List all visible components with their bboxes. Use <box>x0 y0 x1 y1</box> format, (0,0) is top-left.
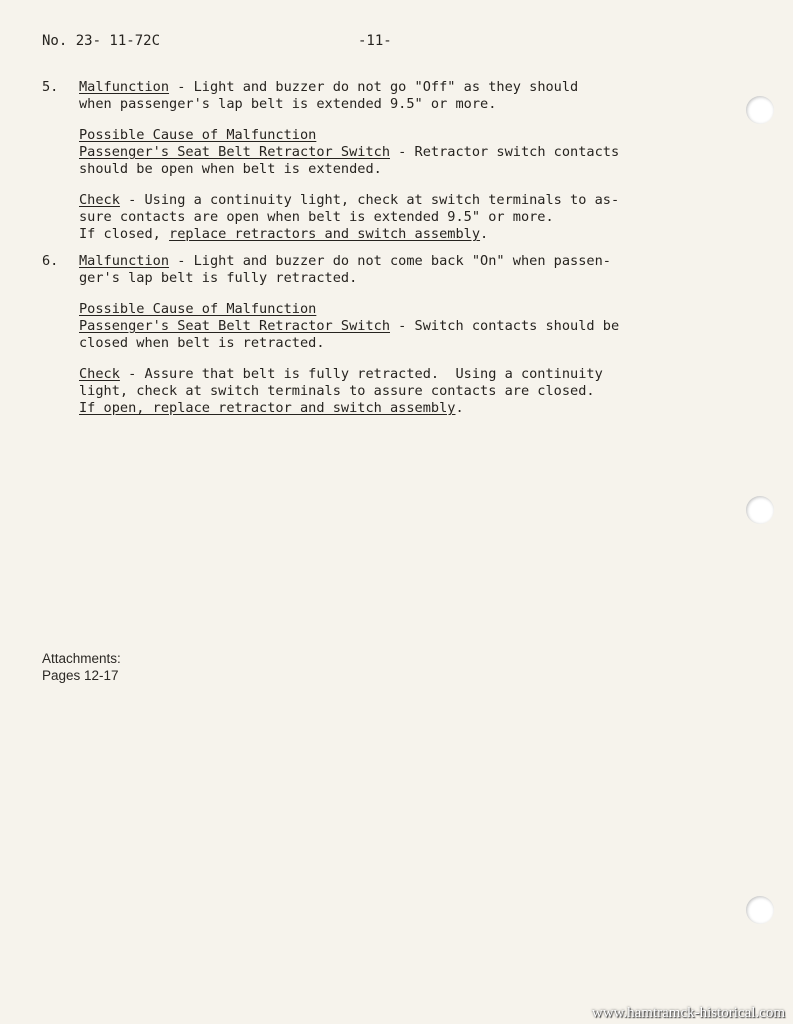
malfunction-label: Malfunction <box>79 253 170 269</box>
check-label: Check <box>79 192 120 208</box>
malfunction-item-5 <box>42 79 722 243</box>
check-procedure <box>79 192 722 243</box>
check-label: Check <box>79 366 120 382</box>
check-end: . <box>455 400 464 416</box>
check-condition: If closed, <box>79 226 170 242</box>
check-text-cont: sure contacts are open when belt is extended 9.5" or more. <box>79 209 554 225</box>
cause-heading: Possible Cause of Malfunction <box>79 127 317 143</box>
binder-hole <box>746 96 774 124</box>
cause-text: - Retractor switch contacts <box>390 144 620 160</box>
malfunction-text: - Light and buzzer do not go "Off" as they should <box>169 79 579 95</box>
check-text: - Using a continuity light, check at switch terminals to as- <box>119 192 620 208</box>
possible-cause <box>79 301 722 352</box>
item-number: 5. <box>42 79 59 95</box>
malfunction-text-cont: when passenger's lap belt is extended 9.5" or more. <box>79 96 497 112</box>
check-action: replace retractors and switch assembly <box>169 226 481 242</box>
check-end: . <box>480 226 489 242</box>
website-watermark: www.hamtramck-historical.com <box>591 1005 785 1021</box>
cause-text: - Switch contacts should be <box>390 318 620 334</box>
binder-hole <box>746 496 774 524</box>
malfunction-item-6 <box>42 253 722 417</box>
cause-text-cont: closed when belt is retracted. <box>79 335 325 351</box>
cause-component: Passenger's Seat Belt Retractor Switch <box>79 144 390 160</box>
binder-hole <box>746 896 774 924</box>
cause-text-cont: should be open when belt is extended. <box>79 161 382 177</box>
malfunction-description <box>79 253 722 287</box>
check-procedure <box>79 366 722 417</box>
possible-cause <box>79 127 722 178</box>
malfunction-text-cont: ger's lap belt is fully retracted. <box>79 270 358 286</box>
malfunction-text: - Light and buzzer do not come back "On" when passen- <box>169 253 611 269</box>
page-number: -11- <box>358 33 392 49</box>
cause-component: Passenger's Seat Belt Retractor Switch <box>79 318 390 334</box>
document-number: No. 23- 11-72C <box>42 33 161 49</box>
malfunction-list <box>42 79 722 417</box>
attachments-pages: Pages 12-17 <box>42 668 119 683</box>
check-text: - Assure that belt is fully retracted. Using a continuity <box>119 366 603 382</box>
malfunction-description <box>79 79 722 113</box>
attachments-note <box>42 650 121 684</box>
attachments-label: Attachments: <box>42 651 121 666</box>
item-number: 6. <box>42 253 59 269</box>
check-text-cont: light, check at switch terminals to assure contacts are closed. <box>79 383 595 399</box>
malfunction-label: Malfunction <box>79 79 170 95</box>
cause-heading: Possible Cause of Malfunction <box>79 301 317 317</box>
check-action: If open, replace retractor and switch assembly <box>79 400 456 416</box>
